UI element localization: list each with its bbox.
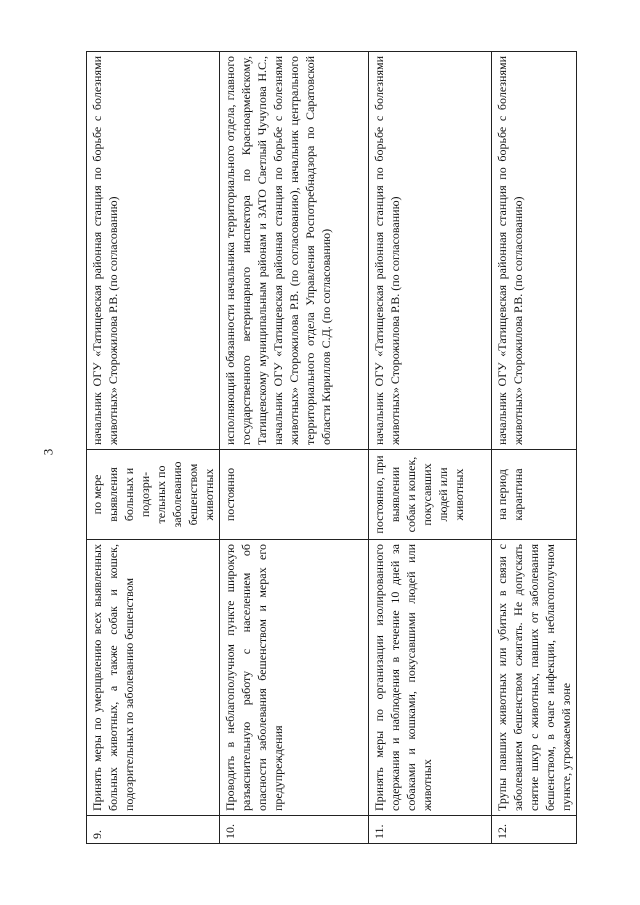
deadline-text: постоянно, при выявлении собак и кошек, покусавших людей или животных <box>369 450 492 540</box>
row-number: 12. <box>492 816 577 844</box>
measure-text: Трупы павших животных или убитых в связи с заболеванием бешенством сжигать. Не допускать снятие шкур с животных, павших от заболевания бешенством, в очаге инфекции, неблагополучном пункте, угрожаемой зоне <box>492 540 577 816</box>
measures-table-frame <box>86 52 573 844</box>
deadline-text: на период карантина <box>492 450 577 540</box>
measures-table <box>86 51 577 844</box>
deadline-text: по мере выявления больных и подозри-тельных по заболеванию бешенством животных <box>87 450 220 540</box>
measure-text: Принять меры по организации изолированного содержания и наблюдения в течение 10 дней за собаками и кошками, покусавшими людей или животных <box>369 540 492 816</box>
row-number: 10. <box>220 816 369 844</box>
table-row <box>369 52 492 844</box>
measure-text: Проводить в неблагополучном пункте широкую разъяснительную работу с населением об опасности заболевания бешенством и мерах его предупреждения <box>220 540 369 816</box>
responsible-text: начальник ОГУ «Татищевская районная станция по борьбе с болезнями животных» Сторожилова Р.В. (по согласованию) <box>492 52 577 450</box>
measure-text: Принять меры по умерщвлению всех выявленных больных животных, а также собак и кошек, подозрительных по заболеванию бешенством <box>87 540 220 816</box>
table-row <box>87 52 220 844</box>
table-row <box>492 52 577 844</box>
responsible-text: начальник ОГУ «Татищевская районная станция по борьбе с болезнями животных» Сторожилова Р.В. (по согласованию) <box>369 52 492 450</box>
responsible-text: исполняющий обязанности начальника территориального отдела, главного государственного ветеринарного инспектора по Красноармейскому, Татищевскому муниципальным районам и ЗАТО Светлый Чучупова Н.С., начальник ОГУ «Татищевская районная станция по борьбе с болезнями животных» Сторожилова Р.В. (по согласованию), начальник центрального территориального отдела Управления Роспотребнадзора по Саратовской области Кириллов С.Д. (по согласованию) <box>220 52 369 450</box>
page-number: 3 <box>40 448 56 456</box>
row-number: 9. <box>87 816 220 844</box>
deadline-text: постоянно <box>220 450 369 540</box>
table-row <box>220 52 369 844</box>
rotated-table-area <box>86 52 573 844</box>
row-number: 11. <box>369 816 492 844</box>
responsible-text: начальник ОГУ «Татищевская районная станция по борьбе с болезнями животных» Сторожилова Р.В. (по согласованию) <box>87 52 220 450</box>
